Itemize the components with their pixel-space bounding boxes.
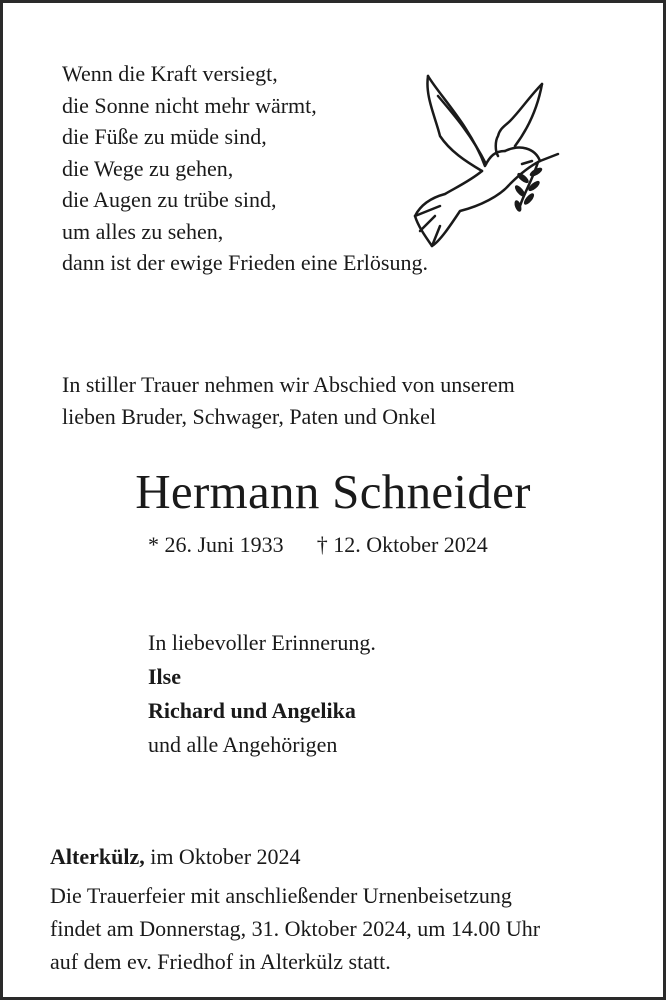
intro-line: lieben Bruder, Schwager, Paten und Onkel: [62, 403, 436, 429]
poem-line: die Sonne nicht mehr wärmt,: [62, 92, 317, 118]
funeral-line: Die Trauerfeier mit anschließender Urnenbeisetzung: [50, 883, 512, 908]
mourners-intro: In liebevoller Erinnerung.: [148, 630, 376, 655]
place-date: im Oktober 2024: [144, 844, 301, 869]
intro-text: [62, 369, 515, 432]
poem-line: um alles zu sehen,: [62, 218, 224, 244]
funeral-line: findet am Donnerstag, 31. Oktober 2024, um 14.00 Uhr: [50, 916, 541, 941]
poem-line: die Füße zu müde sind,: [62, 124, 267, 149]
birth-date: * 26. Juni 1933: [148, 532, 284, 557]
mourner-name: Richard und Angelika: [148, 698, 356, 723]
life-dates: [148, 530, 488, 560]
dove-with-olive-branch-icon: [410, 66, 560, 256]
poem-line: Wenn die Kraft versiegt,: [62, 61, 278, 86]
poem-line: die Augen zu trübe sind,: [62, 187, 277, 212]
place: Alterkülz,: [50, 844, 145, 869]
intro-line: In stiller Trauer nehmen wir Abschied von unserem: [62, 372, 515, 397]
poem: [62, 58, 428, 279]
mourner-name: Ilse: [148, 664, 181, 689]
poem-line: die Wege zu gehen,: [62, 155, 234, 181]
deceased-name: Hermann Schneider: [135, 464, 531, 519]
death-date: † 12. Oktober 2024: [316, 532, 488, 557]
funeral-info: [50, 840, 540, 978]
funeral-line: auf dem ev. Friedhof in Alterkülz statt.: [50, 949, 391, 974]
mourners-others: und alle Angehörigen: [148, 732, 338, 757]
mourners: [148, 626, 376, 762]
poem-line: dann ist der ewige Frieden eine Erlösung.: [62, 250, 428, 275]
